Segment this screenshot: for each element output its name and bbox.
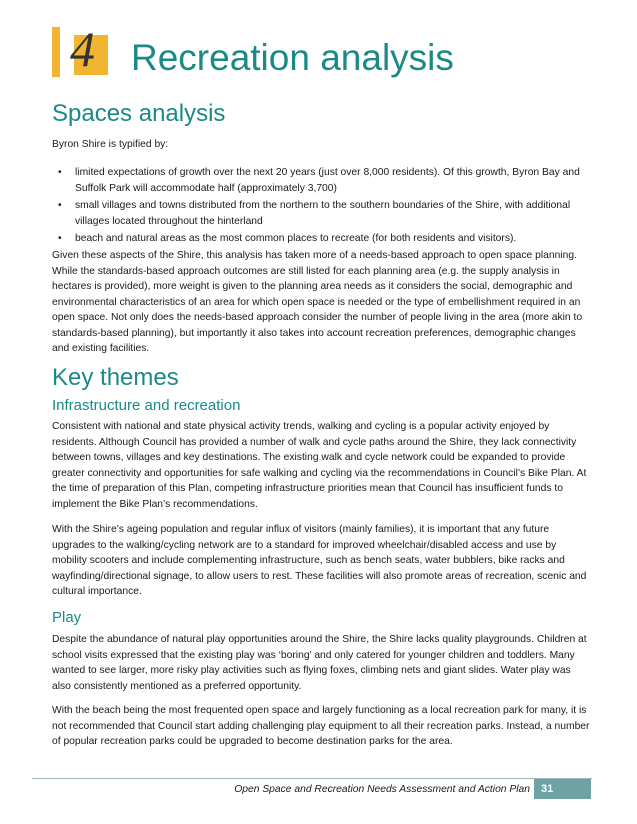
infrastructure-heading: Infrastructure and recreation <box>52 397 241 414</box>
list-item: • beach and natural areas as the most common places to recreate (for both residents and visitors). <box>52 231 592 247</box>
themes-heading: Key themes <box>52 364 179 391</box>
list-item: • limited expectations of growth over the next 20 years (just over 8,000 residents). Of this growth, Byron Bay and Suffolk Park will accommodate half (approximately 3,700) <box>52 165 592 196</box>
chapter-badge <box>52 21 110 77</box>
spaces-intro: Byron Shire is typified by: <box>52 139 169 150</box>
page-number: 31 <box>534 779 591 799</box>
spaces-heading: Spaces analysis <box>52 100 226 127</box>
chapter-title: Recreation analysis <box>131 37 454 78</box>
list-item: • small villages and towns distributed from the northern to the southern boundaries of the Shire, with additional villages located throughout the hinterland <box>52 198 592 229</box>
chapter-number: 4 <box>70 21 95 77</box>
footer-divider <box>32 778 592 779</box>
play-heading: Play <box>52 609 82 626</box>
infrastructure-paragraph-1: Consistent with national and state physical activity trends, walking and cycling is a popular activity enjoyed by residents. Although Council has provided a number of walk and cycle paths around the Shire, they lack connectivity between towns, villages and key destinations. The existing walk and cycle network could be expanded to provide greater connectivity and opportunities for safe walking and cycling via the recommendations in Council’s Bike Plan. At the time of preparation of this Plan, competing infrastructure priorities mean that Council has insufficient funds to implement the Bike Plan’s recommendations. <box>52 421 587 510</box>
spaces-paragraph: Given these aspects of the Shire, this analysis has taken more of a needs-based approach to open space planning. While the standards-based approach outcomes are still listed for each planning area (e.g. the supply analysis in hectares is provided), more weight is given to the planning area needs as it considers the social, demographic and environmental characteristics of an area for which open space is needed or the type of embellishment required in an open space. Not only does the needs-based approach consider the number of people living in the area (more akin to standards-based planning), but importantly it also takes into account recreation preferences, demographic changes and existing facilities. <box>52 250 583 354</box>
footer-document-title: Open Space and Recreation Needs Assessment and Action Plan <box>234 784 530 795</box>
play-paragraph-2: With the beach being the most frequented open space and largely functioning as a local recreation park for many, it is not recommended that Council start adding challenging play equipment to all their recreation parks. Instead, a number of popular recreation parks could be upgraded to become destination parks for the area. <box>52 705 590 747</box>
spaces-bullet-list <box>52 165 592 249</box>
badge-bar-left <box>52 27 60 77</box>
infrastructure-paragraph-2: With the Shire’s ageing population and regular influx of visitors (mainly families), it is important that any future upgrades to the walking/cycling network are to a standard for improved wheelchair/disabled access and use by mobility scooters and include complementing infrastructure, such as bench seats, water bubblers, bike racks and wayfinding/directional signage, to allow users to rest. These facilities will also promote areas of recreation, scenic and cultural importance. <box>52 524 587 597</box>
play-paragraph-1: Despite the abundance of natural play opportunities around the Shire, the Shire lacks quality playgrounds. Children at school visits expressed that the existing play was ‘boring’ and only catered for younger children and toddlers. Many wanted to see larger, more risky play activities such as flying foxes, climbing nets and giant slides. Water play was also consistently mentioned as a preferred opportunity. <box>52 634 587 692</box>
